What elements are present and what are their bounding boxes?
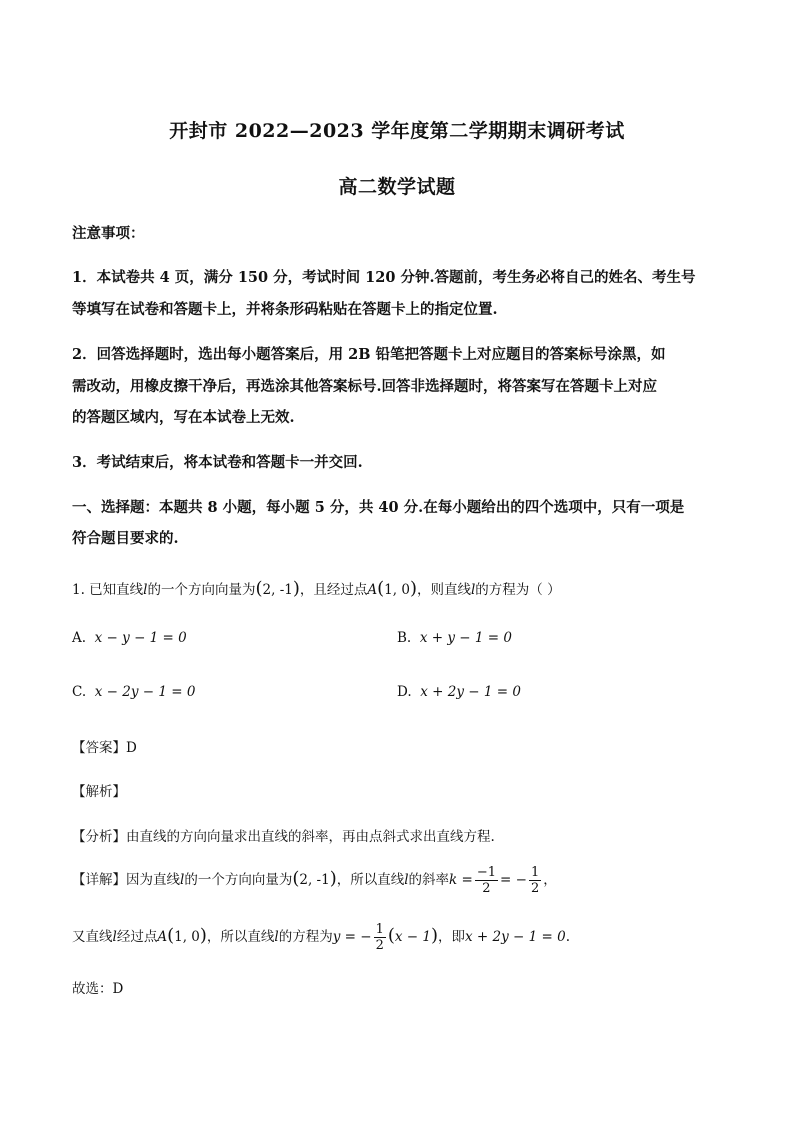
option-a-equation: x − y − 1 = 0	[94, 630, 187, 646]
guxuan-line: 故选：D	[72, 981, 124, 997]
l2-text-1: 又直线	[72, 929, 113, 945]
fenxi-line	[72, 825, 495, 845]
option-a	[72, 630, 187, 646]
l2-text-5: ，即	[438, 929, 466, 945]
option-a-label: A.	[72, 630, 87, 646]
l2-var-l: l	[112, 929, 117, 945]
option-c	[72, 684, 195, 700]
xj-text-1: 因为直线	[126, 872, 180, 888]
option-b	[397, 630, 512, 646]
notice-heading: 注意事项：	[72, 225, 145, 242]
section-heading-line-1: 一、选择题：本题共 8 小题，每小题 5 分，共 40 分.在每小题给出的四个选项中，只有一项是	[72, 499, 685, 516]
question-1-stem	[72, 578, 561, 599]
page-subtitle: 高二数学试题	[338, 176, 456, 198]
xj-var-l-2: l	[404, 872, 409, 888]
section-heading-line-2: 符合题目要求的.	[72, 530, 179, 547]
frac2-denominator: 2	[530, 881, 540, 896]
q1-var-l: l	[143, 582, 148, 598]
notice-item-2-line-2: 需改动，用橡皮擦干净后，再选涂其他答案标号.回答非选择题时，将答案写在答题卡上对应	[72, 378, 658, 395]
frac2-numerator: 1	[530, 865, 540, 880]
l2-text-4: 的方程为	[278, 929, 333, 945]
l2-period: .	[565, 929, 571, 945]
l2-fraction	[374, 922, 386, 953]
option-d-equation: x + 2y − 1 = 0	[420, 684, 521, 700]
l2-frac-numerator: 1	[375, 922, 384, 937]
notice-item-3: 3．考试结束后，将本试卷和答题卡一并交回.	[72, 454, 363, 471]
option-d	[397, 684, 521, 700]
xj-text-4: 的斜率	[408, 872, 450, 888]
answer-tag: 【答案】	[72, 740, 126, 756]
q1-text-2: 的一个方向向量为	[147, 582, 256, 598]
q1-text-5: 的方程为（ ）	[475, 582, 561, 598]
xj-vector: (2, -1)	[292, 868, 337, 889]
option-b-equation: x + y − 1 = 0	[419, 630, 512, 646]
final-equation: x + 2y − 1 = 0	[465, 929, 566, 945]
xj-text-3: ，所以直线	[336, 872, 405, 888]
l2-text-3: ，所以直线	[206, 929, 275, 945]
fenxi-text: 由直线的方向向量求出直线的斜率，再由点斜式求出直线方程.	[126, 829, 495, 845]
l2-var-l-2: l	[274, 929, 279, 945]
xiangjie-tag: 【详解】	[72, 872, 126, 888]
frac1-numerator: −1	[476, 865, 497, 880]
q1-point-a: A	[367, 582, 378, 598]
l2-paren-expr: (x − 1)	[387, 925, 439, 946]
line-equation-row	[72, 922, 570, 953]
slope-k-eq: k =	[449, 872, 473, 888]
notice-item-2-line-1: 2．回答选择题时，选出每小题答案后，用 2B 铅笔把答题卡上对应题目的答案标号涂黑，如	[72, 346, 666, 363]
frac1-denominator: 2	[482, 881, 491, 896]
notice-item-1-line-1: 1．本试卷共 4 页，满分 150 分，考试时间 120 分钟.答题前，考生务必将自己的姓名、考生号	[72, 269, 696, 286]
fenxi-tag: 【分析】	[72, 829, 126, 845]
q1-var-l-2: l	[470, 582, 476, 598]
xj-text-2: 的一个方向向量为	[184, 872, 293, 888]
q1-text-3: ，且经过点	[299, 582, 368, 598]
xj-var-l: l	[180, 872, 185, 888]
l2-y-eq: y = −	[332, 929, 372, 945]
analysis-tag: 【解析】	[72, 784, 126, 800]
q1-text-1: 1. 已知直线	[72, 582, 144, 598]
notice-item-2-line-3: 的答题区域内，写在本试卷上无效.	[72, 409, 295, 426]
answer-value: D	[126, 740, 137, 756]
page-title: 开封市 2022—2023 学年度第二学期期末调研考试	[169, 120, 625, 142]
xiangjie-line	[72, 865, 557, 896]
slope-fraction-2	[529, 865, 541, 896]
q1-text-4: ，则直线	[416, 582, 471, 598]
answer-line	[72, 736, 137, 756]
l2-point-a: A	[157, 929, 168, 945]
option-b-label: B.	[397, 630, 412, 646]
l2-point-coords: (1, 0)	[167, 925, 207, 946]
q1-point-coords: (1, 0)	[377, 578, 417, 599]
notice-item-1-line-2: 等填写在试卷和答题卡上，并将条形码粘贴在答题卡上的指定位置.	[72, 301, 498, 318]
l2-frac-denominator: 2	[375, 938, 384, 953]
slope-fraction-1	[475, 865, 498, 896]
option-d-label: D.	[397, 684, 412, 700]
slope-eq-minus: = −	[500, 872, 527, 888]
option-c-label: C.	[72, 684, 87, 700]
l2-text-2: 经过点	[116, 929, 158, 945]
q1-vector: (2, -1)	[255, 578, 300, 599]
option-c-equation: x − 2y − 1 = 0	[94, 684, 196, 700]
xj-comma: ，	[543, 872, 557, 888]
